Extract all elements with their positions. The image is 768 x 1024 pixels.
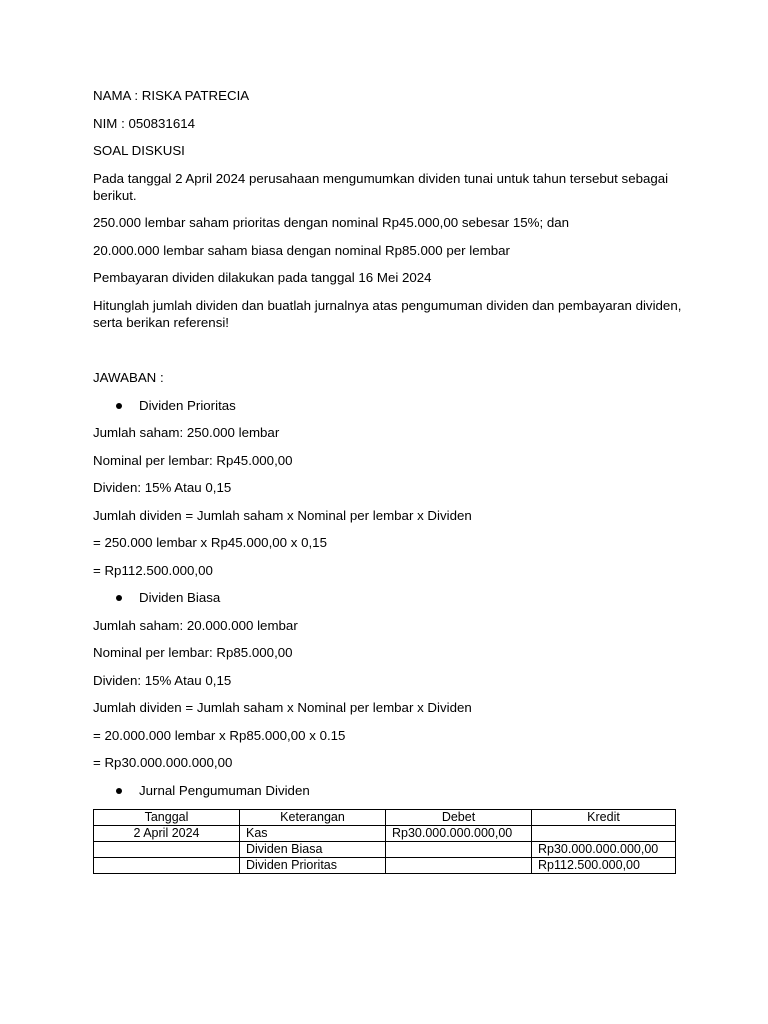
prioritas-result: = Rp112.500.000,00 xyxy=(93,562,213,578)
biasa-shares: Jumlah saham: 20.000.000 lembar xyxy=(93,617,298,633)
prioritas-shares: Jumlah saham: 250.000 lembar xyxy=(93,425,280,440)
header-debet: Debet xyxy=(386,810,532,826)
header-keterangan: Keterangan xyxy=(240,810,386,826)
cell-tanggal: 2 April 2024 xyxy=(94,826,240,842)
cell-debet xyxy=(386,842,532,858)
cell-keterangan: Dividen Biasa xyxy=(240,842,386,858)
table-row xyxy=(94,858,676,874)
biasa-formula: Jumlah dividen = Jumlah saham x Nominal per lembar x Dividen xyxy=(93,700,472,715)
table-row xyxy=(94,826,676,842)
question-payment-date: Pembayaran dividen dilakukan pada tanggal 16 Mei 2024 xyxy=(93,270,432,285)
bullet-label: Jurnal Pengumuman Dividen xyxy=(139,782,310,798)
bullet-dot-icon xyxy=(116,595,122,601)
document-body xyxy=(93,87,683,874)
question-item-prioritas: 250.000 lembar saham prioritas dengan nominal Rp45.000,00 sebesar 15%; dan xyxy=(93,215,570,230)
bullet-dividen-prioritas xyxy=(93,397,683,414)
biasa-nominal: Nominal per lembar: Rp85.000,00 xyxy=(93,645,293,660)
question-heading: SOAL DISKUSI xyxy=(93,143,185,158)
bullet-dividen-biasa xyxy=(93,589,683,606)
header-tanggal: Tanggal xyxy=(94,810,240,826)
student-name: NAMA : RISKA PATRECIA xyxy=(93,88,250,103)
journal-table xyxy=(93,809,676,874)
prioritas-formula: Jumlah dividen = Jumlah saham x Nominal per lembar x Dividen xyxy=(93,507,472,523)
biasa-calc: = 20.000.000 lembar x Rp85.000,00 x 0.15 xyxy=(93,727,346,743)
cell-tanggal xyxy=(94,858,240,874)
spacer xyxy=(93,341,683,369)
table-header-row xyxy=(94,810,676,826)
answer-heading: JAWABAN : xyxy=(93,370,164,385)
cell-kredit xyxy=(532,826,676,842)
cell-debet: Rp30.000.000.000,00 xyxy=(386,826,532,842)
table-row xyxy=(94,842,676,858)
prioritas-nominal: Nominal per lembar: Rp45.000,00 xyxy=(93,452,293,468)
student-nim: NIM : 050831614 xyxy=(93,115,196,131)
prioritas-calc: = 250.000 lembar x Rp45.000,00 x 0,15 xyxy=(93,535,327,550)
cell-kredit: Rp112.500.000,00 xyxy=(532,858,676,874)
bullet-label: Dividen Prioritas xyxy=(139,397,236,413)
biasa-rate: Dividen: 15% Atau 0,15 xyxy=(93,672,232,688)
cell-keterangan: Kas xyxy=(240,826,386,842)
cell-keterangan: Dividen Prioritas xyxy=(240,858,386,874)
biasa-result: = Rp30.000.000.000,00 xyxy=(93,755,233,770)
question-intro: Pada tanggal 2 April 2024 perusahaan mengumumkan dividen tunai untuk tahun tersebut sebagai berikut. xyxy=(93,170,669,203)
question-task: Hitunglah jumlah dividen dan buatlah jurnalnya atas pengumuman dividen dan pembayaran dividen, serta berikan referensi! xyxy=(93,297,682,330)
cell-kredit: Rp30.000.000.000,00 xyxy=(532,842,676,858)
bullet-dot-icon xyxy=(116,788,122,794)
header-kredit: Kredit xyxy=(532,810,676,826)
question-item-biasa: 20.000.000 lembar saham biasa dengan nominal Rp85.000 per lembar xyxy=(93,242,510,258)
bullet-label: Dividen Biasa xyxy=(139,590,221,605)
bullet-jurnal-pengumuman xyxy=(93,782,683,799)
cell-debet xyxy=(386,858,532,874)
prioritas-rate: Dividen: 15% Atau 0,15 xyxy=(93,480,232,495)
bullet-dot-icon xyxy=(116,403,122,409)
cell-tanggal xyxy=(94,842,240,858)
